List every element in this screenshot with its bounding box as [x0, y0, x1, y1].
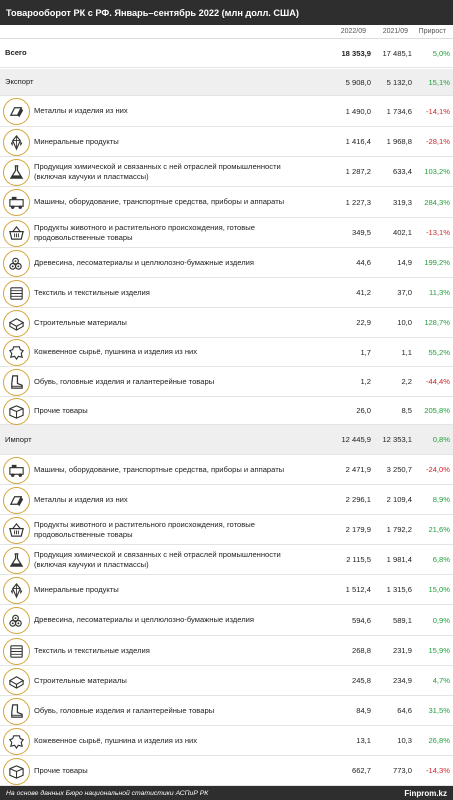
boot-icon [3, 369, 30, 396]
row-label: Импорт [5, 434, 32, 444]
value-2021: 1 968,8 [386, 137, 412, 146]
value-2022: 2 296,1 [345, 495, 371, 504]
row-label: Текстиль и текстильные изделия [34, 645, 150, 655]
value-2021: 1,1 [401, 347, 412, 357]
value-2021: 10,3 [397, 736, 412, 745]
box-icon [3, 398, 30, 425]
box-icon [3, 758, 30, 785]
source-note: На основе данных Бюро национальной статистики АСПиР РК [6, 789, 209, 797]
table-row [0, 157, 453, 187]
value-2022: 662,7 [351, 766, 371, 775]
section-row [0, 69, 453, 96]
value-2021: 231,9 [392, 646, 412, 655]
textile-icon [3, 638, 30, 665]
table-row [0, 218, 453, 248]
growth-value: 103,2% [424, 167, 450, 176]
growth-value: -14,3% [425, 766, 450, 775]
row-label: Продукты животного и растительного происхождения, готовые продовольственные товары [34, 519, 255, 539]
value-2021: 633,4 [392, 167, 412, 176]
machine-icon [3, 189, 30, 216]
table-row [0, 338, 453, 367]
value-2022: 44,6 [356, 258, 371, 267]
growth-value: 4,7% [432, 676, 450, 685]
row-label: Металлы и изделия из них [34, 106, 128, 115]
total-row [0, 39, 453, 68]
growth-value: 26,8% [428, 736, 450, 745]
growth-value: 0,8% [432, 435, 450, 444]
growth-value: 21,6% [428, 525, 450, 534]
row-label: Древесина, лесоматериалы и целлюлозно-бумажные изделия [34, 615, 254, 624]
growth-value: 8,9% [432, 495, 450, 504]
value-2021: 8,5 [401, 406, 412, 415]
metal-bars-icon [3, 98, 30, 125]
hide-icon [3, 339, 30, 366]
growth-value: 31,5% [428, 706, 450, 715]
row-label: Кожевенное сырьё, пушнина и изделия из них [34, 735, 198, 745]
row-label: Строительные материалы [34, 675, 127, 685]
table-row [0, 248, 453, 278]
table-row [0, 666, 453, 696]
row-label: Продукция химической и связанных с ней отраслей промышленности (включая каучуки и пластмассы) [34, 161, 281, 181]
logs-icon [3, 607, 30, 634]
page-title: Товарооборот РК с РФ. Январь–сентябрь 2022 (млн долл. США) [0, 0, 453, 25]
brick-icon [3, 668, 30, 695]
row-label: Минеральные продукты [34, 584, 119, 594]
footer [0, 786, 453, 800]
table-row [0, 308, 453, 338]
value-2022: 2 471,9 [345, 465, 371, 474]
value-2022: 1 416,4 [345, 137, 371, 146]
value-2022: 594,6 [351, 615, 371, 625]
basket-icon [3, 517, 30, 544]
value-2021: 773,0 [392, 766, 412, 775]
value-2022: 22,9 [356, 318, 371, 327]
value-2021: 589,1 [392, 615, 412, 625]
table-row [0, 756, 453, 786]
flask-icon [3, 159, 30, 186]
growth-value: 11,3% [429, 288, 450, 297]
row-label: Продукция химической и связанных с ней отраслей промышленности (включая каучуки и пластмассы) [34, 549, 281, 569]
value-2022: 2 115,5 [346, 555, 371, 564]
table-row [0, 636, 453, 666]
crystal-icon [3, 577, 30, 604]
row-label: Минеральные продукты [34, 136, 119, 146]
value-2021: 10,0 [397, 318, 412, 327]
value-2021: 64,6 [397, 706, 412, 715]
boot-icon [3, 698, 30, 725]
value-2021: 1 734,6 [386, 106, 412, 116]
row-label: Машины, оборудование, транспортные средства, приборы и аппараты [34, 464, 285, 474]
table-row [0, 96, 453, 127]
growth-value: -13,1% [425, 228, 450, 237]
row-label: Обувь, головные изделия и галантерейные товары [34, 705, 215, 715]
growth-value: 15,1% [428, 77, 450, 87]
value-2022: 1 227,3 [345, 197, 371, 207]
value-2021: 1 981,4 [386, 555, 412, 564]
value-2022: 1 287,2 [345, 167, 371, 176]
growth-value: -44,4% [425, 377, 450, 386]
table-row [0, 515, 453, 545]
value-2022: 1 490,0 [345, 106, 371, 116]
growth-value: -14,1% [425, 106, 450, 116]
value-2022: 268,8 [351, 646, 371, 655]
crystal-icon [3, 129, 30, 156]
row-label: Металлы и изделия из них [34, 494, 128, 504]
row-label: Древесина, лесоматериалы и целлюлозно-бумажные изделия [34, 257, 254, 267]
growth-value: -24,0% [425, 465, 450, 474]
value-2022: 349,5 [351, 228, 371, 237]
row-label: Кожевенное сырьё, пушнина и изделия из них [34, 347, 198, 356]
row-label: Всего [5, 48, 27, 57]
table-row [0, 187, 453, 218]
growth-value: 6,8% [432, 555, 450, 564]
table-row [0, 485, 453, 515]
column-2021: 2021/09 [382, 28, 408, 35]
value-2022: 245,8 [351, 676, 371, 685]
row-label: Продукты животного и растительного происхождения, готовые продовольственные товары [34, 222, 255, 242]
row-label: Прочие товары [34, 405, 88, 415]
value-2021: 1 315,6 [386, 585, 412, 594]
value-2022: 26,0 [356, 406, 371, 415]
value-2021: 2 109,4 [386, 495, 412, 504]
value-2021: 14,9 [397, 258, 412, 267]
column-2022: 2022/09 [340, 28, 366, 35]
logs-icon [3, 250, 30, 277]
value-2021: 5 132,0 [386, 77, 412, 87]
value-2022: 13,1 [356, 736, 371, 745]
growth-value: -28,1% [425, 137, 450, 146]
growth-value: 15,9% [428, 646, 450, 655]
growth-value: 0,9% [432, 615, 450, 625]
growth-value: 284,3% [424, 197, 450, 207]
value-2022: 1 512,4 [345, 585, 371, 594]
value-2021: 234,9 [392, 676, 412, 685]
table-row [0, 455, 453, 485]
value-2022: 1,2 [360, 377, 371, 386]
value-2021: 12 353,1 [382, 435, 412, 444]
column-growth: Прирост [418, 28, 446, 35]
growth-value: 5,0% [432, 48, 450, 58]
growth-value: 55,2% [428, 347, 450, 357]
row-label: Прочие товары [34, 765, 88, 775]
brand-logo: Finprom.kz [404, 788, 447, 798]
value-2021: 37,0 [397, 288, 412, 297]
flask-icon [3, 547, 30, 574]
value-2021: 2,2 [401, 377, 412, 386]
machine-icon [3, 457, 30, 484]
row-label: Текстиль и текстильные изделия [34, 287, 150, 297]
row-label: Машины, оборудование, транспортные средства, приборы и аппараты [34, 197, 285, 206]
value-2022: 12 445,9 [341, 435, 371, 444]
value-2021: 17 485,1 [382, 48, 412, 58]
value-2022: 18 353,9 [341, 48, 371, 58]
value-2021: 3 250,7 [386, 465, 412, 474]
value-2022: 1,7 [360, 347, 371, 357]
column-header [0, 25, 453, 39]
hide-icon [3, 728, 30, 755]
table-row [0, 278, 453, 308]
table-row [0, 545, 453, 575]
row-label: Обувь, головные изделия и галантерейные товары [34, 376, 215, 386]
table-row [0, 367, 453, 397]
table-row [0, 397, 453, 425]
growth-value: 15,0% [428, 585, 450, 594]
section-row [0, 425, 453, 455]
table-row [0, 696, 453, 726]
brick-icon [3, 310, 30, 337]
table-row [0, 127, 453, 157]
growth-value: 128,7% [424, 318, 450, 327]
basket-icon [3, 220, 30, 247]
row-label: Строительные материалы [34, 317, 127, 327]
value-2022: 41,2 [356, 288, 371, 297]
table-row [0, 726, 453, 756]
growth-value: 199,2% [424, 258, 450, 267]
growth-value: 205,8% [424, 406, 450, 415]
table-row [0, 605, 453, 636]
value-2021: 319,3 [392, 197, 412, 207]
value-2022: 2 179,9 [345, 525, 371, 534]
row-label: Экспорт [5, 77, 34, 86]
metal-bars-icon [3, 487, 30, 514]
value-2021: 1 792,2 [386, 525, 412, 534]
value-2022: 84,9 [356, 706, 371, 715]
table-row [0, 575, 453, 605]
textile-icon [3, 280, 30, 307]
value-2021: 402,1 [392, 228, 412, 237]
value-2022: 5 908,0 [345, 77, 371, 87]
